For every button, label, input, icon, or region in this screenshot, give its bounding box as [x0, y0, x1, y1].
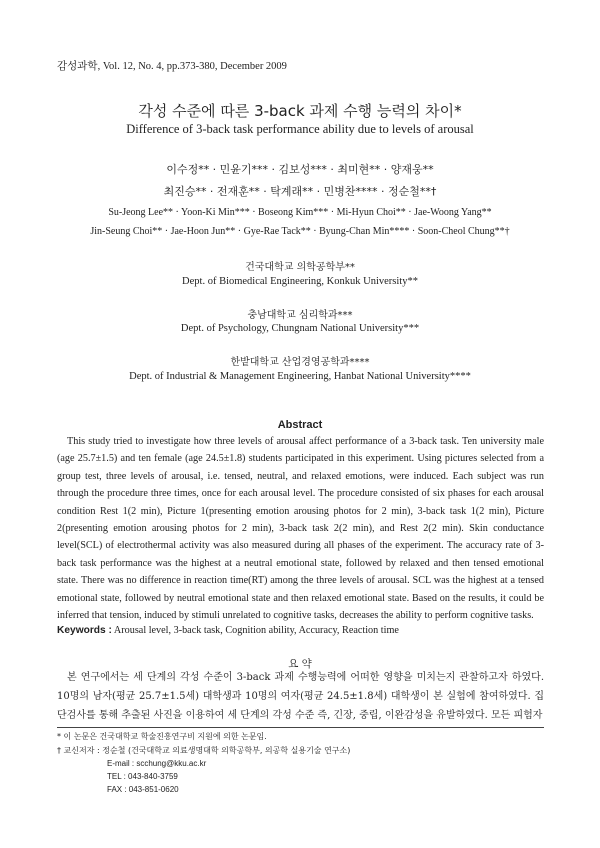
- affiliation-ko-hanbat: 한밭대학교 산업경영공학과****: [230, 357, 370, 368]
- affiliation-ko-konkuk: 건국대학교 의학공학부**: [245, 262, 355, 273]
- footnote-tel: TEL : 043-840-3759: [107, 772, 178, 781]
- footnote-email: E-mail : scchung@kku.ac.kr: [107, 759, 207, 768]
- title-english: Difference of 3-back task performance ability due to levels of arousal: [126, 122, 474, 136]
- authors-korean-line-2: 최진승** · 전재훈** · 탁계래** · 민병찬**** · 정순철**†: [163, 185, 437, 198]
- affiliation-en-chungnam: Dept. of Psychology, Chungnam National University***: [180, 323, 420, 334]
- journal-header: 감성과학, Vol. 12, No. 4, pp.373-380, December 2009: [57, 61, 287, 72]
- abstract-body: This study tried to investigate how three levels of arousal affect performance of a 3-back task. Ten university male (age 25.7±1.5) and ten female (age 24.5±1.8) students participated in this experiment. Using pictures selected from a group test, three levels of arousal, i.e. tensed, neutral, and relaxed emotions, were induced. Each subject was run through the procedure three times, once for each arousal level. The procedure consisted of six phases for each arousal condition Rest 1(2 min), Picture 1(presenting emotion arousing photos for 2 min), 3-back task 1(2 min), Picture 2(presenting emotion arousing photos for 2 min), 3-back task 2(2 min), and Rest 2(2 min). Skin conductance level(SCL) of electrothermal activity was also measured during all phases of the experiment. The accuracy rate of 3-back task performance was the highest at a neutral emotional state, followed by relaxed and then tensed emotional state. There was no difference in reaction time(RT) among the three levels of arousal. SCL was the highest at a tensed emotional state, followed by neutral emotional state and then relaxed emotional state. Based on the results, it could be inferred that tension, induced by stimuli unrelated to cognitive tasks, decreases the ability to perform cognitive tasks.: [57, 436, 544, 622]
- footnote-corresponding: † 교신저자 : 정순철 (건국대학교 의료생명대학 의학공학부, 의공학 실용기술 연구소): [57, 746, 351, 755]
- korean-abstract-body: 본 연구에서는 세 단계의 각성 수준이 3-back 과제 수행능력에 어떠한 영향을 미치는지 관찰하고자 하였다. 10명의 남자(평균 25.7±1.5세) 대학생과 10명의 여자(평균 24.5±1.8세) 대학생이 본 실험에 참여하였다. 집단검사를 통해 추출된 사진을 이용하여 세 단계의 각성 수준 즉, 긴장, 중립, 이완감성을 유발하였다. 모든 피험자: [57, 672, 544, 721]
- abstract-heading: Abstract: [277, 419, 323, 431]
- authors-english-line-1: Su-Jeong Lee** · Yoon-Ki Min*** · Boseong Kim*** · Mi-Hyun Choi** · Jae-Woong Yang**: [108, 207, 492, 218]
- footnote-fax: FAX : 043-851-0620: [107, 785, 179, 794]
- keywords-label: Keywords :: [57, 625, 112, 636]
- footnote-divider: [57, 727, 544, 728]
- authors-korean-line-1: 이수정** · 민윤기*** · 김보성*** · 최미현** · 양재웅**: [166, 163, 434, 176]
- footnote-funding: * 이 논문은 건국대학교 학술진흥연구비 지원에 의한 논문임.: [57, 732, 267, 741]
- keywords-line: [57, 625, 399, 636]
- authors-english-line-2: Jin-Seung Choi** · Jae-Hoon Jun** · Gye-Rae Tack** · Byung-Chan Min**** · Soon-Cheol Chung**†: [90, 226, 510, 237]
- korean-abstract-heading: 요 약: [288, 658, 312, 670]
- affiliation-en-hanbat: Dept. of Industrial & Management Engineering, Hanbat National University****: [129, 371, 471, 382]
- keywords-text: Arousal level, 3-back task, Cognition ability, Accuracy, Reaction time: [113, 625, 399, 636]
- affiliation-en-konkuk: Dept. of Biomedical Engineering, Konkuk University**: [182, 276, 418, 287]
- title-korean: 각성 수준에 따른 3-back 과제 수행 능력의 차이*: [138, 102, 462, 120]
- affiliation-ko-chungnam: 충남대학교 심리학과***: [247, 310, 353, 321]
